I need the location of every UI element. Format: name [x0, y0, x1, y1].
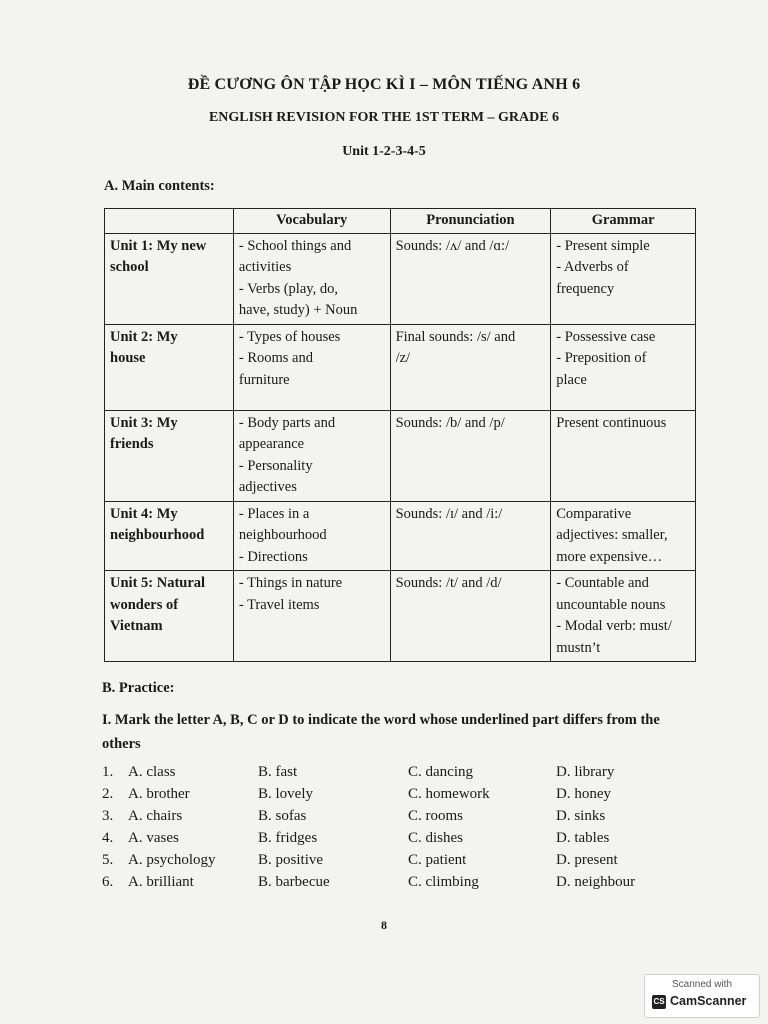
- grammar-cell: [551, 571, 696, 662]
- vocabulary-cell: [233, 571, 390, 662]
- table-row: [105, 324, 696, 410]
- pronunciation-cell: [390, 571, 551, 662]
- question-row: [102, 874, 662, 896]
- answer-option[interactable]: [258, 786, 313, 803]
- answer-option[interactable]: [408, 874, 479, 891]
- question-row: [102, 830, 662, 852]
- column-header-unit: [105, 209, 234, 234]
- option-word: chairs: [146, 808, 183, 824]
- option-word: patient: [425, 852, 467, 868]
- option-letter: C.: [408, 808, 422, 824]
- cell-line: furniture: [238, 371, 290, 388]
- cell-line: - Adverbs of: [556, 259, 629, 275]
- cell-line: house: [110, 350, 146, 366]
- column-header-grammar: Grammar: [551, 209, 696, 234]
- option-letter: A.: [128, 830, 143, 846]
- option-letter: C.: [408, 764, 422, 780]
- cell-line: Unit 3: My: [110, 414, 178, 431]
- cell-line: - Modal verb: must/: [556, 618, 672, 634]
- cell-line: Vietnam: [110, 618, 163, 634]
- answer-option[interactable]: [128, 786, 190, 803]
- option-word: positive: [275, 852, 324, 868]
- cell-line: - Verbs (play, do,: [238, 280, 338, 297]
- answer-option[interactable]: [556, 852, 618, 869]
- cell-line: neighbourhood: [238, 527, 327, 543]
- cell-line: wonders of: [110, 596, 179, 613]
- answer-option[interactable]: [556, 874, 635, 891]
- option-word: library: [574, 764, 615, 780]
- question-row: [102, 808, 662, 830]
- option-word: psychology: [146, 852, 216, 868]
- question-list: [102, 764, 662, 896]
- option-letter: A.: [128, 808, 143, 824]
- cell-line: Sounds: /ɪ/ and /i:/: [395, 505, 503, 522]
- answer-option[interactable]: [556, 786, 611, 803]
- cell-line: Sounds: /t/ and /d/: [395, 575, 502, 591]
- option-letter: B.: [258, 808, 272, 824]
- pronunciation-cell: [390, 501, 551, 571]
- answer-option[interactable]: [408, 830, 463, 847]
- answer-option[interactable]: [408, 852, 466, 869]
- cell-line: place: [556, 371, 587, 388]
- answer-option[interactable]: [258, 874, 330, 891]
- vocabulary-cell: [233, 324, 390, 410]
- question-row: [102, 764, 662, 786]
- answer-option[interactable]: [128, 830, 179, 847]
- pronunciation-cell: [390, 233, 551, 324]
- cell-line: - Present simple: [556, 237, 650, 254]
- cell-line: - Places in a: [238, 505, 310, 522]
- answer-option[interactable]: [128, 852, 216, 869]
- question-number: 1.: [102, 764, 114, 780]
- grammar-cell: [551, 324, 696, 410]
- cell-line: mustn’t: [556, 639, 601, 656]
- answer-option[interactable]: [258, 808, 306, 825]
- answer-option[interactable]: [128, 874, 194, 891]
- unit-cell: [105, 233, 234, 324]
- cell-line: uncountable nouns: [556, 596, 666, 613]
- option-word: homework: [425, 786, 490, 802]
- question-row: [102, 786, 662, 808]
- cell-line: - Rooms and: [238, 350, 313, 366]
- table-row: [105, 501, 696, 571]
- option-word: neighbour: [574, 874, 636, 890]
- table-header-row: [105, 209, 696, 234]
- pronunciation-cell: [390, 410, 551, 501]
- option-letter: B.: [258, 786, 272, 802]
- question-number: 2.: [102, 786, 114, 802]
- option-letter: A.: [128, 874, 143, 890]
- grammar-cell: [551, 410, 696, 501]
- unit-cell: [105, 324, 234, 410]
- option-letter: C.: [408, 830, 422, 846]
- cell-line: Present continuous: [556, 414, 667, 431]
- answer-option[interactable]: [556, 830, 609, 847]
- grammar-cell: [551, 233, 696, 324]
- scanner-name: CamScanner: [670, 994, 747, 1008]
- unit-cell: [105, 501, 234, 571]
- option-letter: B.: [258, 830, 272, 846]
- cell-line: - Things in nature: [238, 575, 343, 591]
- cell-line: Comparative: [556, 505, 632, 522]
- section-b-heading: B. Practice:: [102, 680, 175, 696]
- title-vietnamese: ĐỀ CƯƠNG ÔN TẬP HỌC KÌ I – MÔN TIẾNG ANH 6: [187, 76, 581, 93]
- vocabulary-cell: [233, 501, 390, 571]
- answer-option[interactable]: [408, 786, 490, 803]
- option-letter: A.: [128, 852, 143, 868]
- answer-option[interactable]: [258, 764, 297, 781]
- cell-line: Unit 5: Natural: [110, 575, 206, 591]
- answer-option[interactable]: [128, 808, 182, 825]
- cell-line: - Directions: [238, 548, 308, 565]
- option-word: brother: [146, 786, 190, 802]
- cell-line: adjectives: [238, 479, 297, 495]
- question-number: 3.: [102, 808, 114, 824]
- table-row: [105, 571, 696, 662]
- cell-line: more expensive…: [556, 548, 663, 565]
- option-word: honey: [574, 786, 612, 802]
- column-header-pronunciation: Pronunciation: [390, 209, 551, 234]
- option-word: sofas: [275, 808, 307, 824]
- cell-line: school: [110, 259, 149, 275]
- cell-line: - Personality: [238, 457, 313, 474]
- cell-line: - Possessive case: [556, 328, 656, 345]
- cell-line: Sounds: /ʌ/ and /ɑ:/: [395, 237, 510, 254]
- cell-line: - Types of houses: [238, 328, 341, 345]
- question-number: 4.: [102, 830, 114, 846]
- option-letter: D.: [556, 808, 571, 824]
- option-word: present: [574, 852, 618, 868]
- cell-line: Unit 2: My: [110, 328, 178, 345]
- vocabulary-cell: [233, 410, 390, 501]
- vocabulary-cell: [233, 233, 390, 324]
- question-number: 6.: [102, 874, 114, 890]
- option-word: climbing: [425, 874, 479, 890]
- answer-option[interactable]: [408, 764, 473, 781]
- answer-option[interactable]: [408, 808, 463, 825]
- cell-line: have, study) + Noun: [238, 302, 358, 318]
- cell-line: - Body parts and: [238, 414, 336, 431]
- cell-line: - School things and: [238, 237, 352, 254]
- answer-option[interactable]: [128, 764, 176, 781]
- cell-line: /z/: [395, 350, 411, 366]
- option-letter: D.: [556, 830, 571, 846]
- table-row: [105, 410, 696, 501]
- camscanner-logo-icon: CS: [652, 995, 666, 1009]
- option-letter: D.: [556, 852, 571, 868]
- option-letter: A.: [128, 764, 143, 780]
- option-word: brilliant: [146, 874, 194, 890]
- question-row: [102, 852, 662, 874]
- option-word: vases: [146, 830, 179, 846]
- cell-line: Unit 4: My: [110, 505, 178, 522]
- option-letter: C.: [408, 852, 422, 868]
- option-letter: D.: [556, 786, 571, 802]
- cell-line: - Countable and: [556, 575, 649, 591]
- option-word: class: [146, 764, 176, 780]
- page-number: 8: [381, 918, 387, 932]
- column-header-vocabulary: Vocabulary: [233, 209, 390, 234]
- cell-line: - Preposition of: [556, 350, 647, 366]
- unit-cell: [105, 571, 234, 662]
- option-letter: A.: [128, 786, 143, 802]
- option-word: fast: [275, 764, 298, 780]
- cell-line: neighbourhood: [110, 527, 205, 543]
- main-contents-table: [104, 208, 696, 662]
- option-word: sinks: [574, 808, 606, 824]
- option-word: barbecue: [275, 874, 330, 890]
- cell-line: Unit 1: My new: [110, 237, 207, 254]
- option-letter: C.: [408, 874, 422, 890]
- cell-line: appearance: [238, 436, 305, 452]
- title-english: ENGLISH REVISION FOR THE 1ST TERM – GRADE 6: [208, 110, 560, 125]
- unit-range: Unit 1-2-3-4-5: [342, 144, 426, 159]
- cell-line: adjectives: smaller,: [556, 527, 668, 543]
- cell-line: activities: [238, 259, 292, 275]
- scanner-label: Scanned with: [671, 979, 733, 990]
- option-letter: B.: [258, 764, 272, 780]
- option-word: fridges: [275, 830, 318, 846]
- option-letter: B.: [258, 852, 272, 868]
- option-word: dancing: [425, 764, 473, 780]
- cell-line: frequency: [556, 280, 615, 297]
- scanner-watermark: [644, 974, 760, 1018]
- option-letter: C.: [408, 786, 422, 802]
- option-word: lovely: [275, 786, 314, 802]
- section-a-heading: A. Main contents:: [104, 178, 215, 194]
- cell-line: friends: [110, 436, 154, 452]
- option-word: rooms: [425, 808, 464, 824]
- option-word: dishes: [425, 830, 464, 846]
- cell-line: Sounds: /b/ and /p/: [395, 414, 505, 431]
- cell-line: - Travel items: [238, 596, 320, 613]
- cell-line: Final sounds: /s/ and: [395, 328, 516, 345]
- pronunciation-cell: [390, 324, 551, 410]
- answer-option[interactable]: [258, 852, 323, 869]
- answer-option[interactable]: [258, 830, 317, 847]
- option-letter: D.: [556, 874, 571, 890]
- option-letter: B.: [258, 874, 272, 890]
- grammar-cell: [551, 501, 696, 571]
- answer-option[interactable]: [556, 764, 614, 781]
- answer-option[interactable]: [556, 808, 605, 825]
- option-word: tables: [574, 830, 610, 846]
- table-row: [105, 233, 696, 324]
- question-number: 5.: [102, 852, 114, 868]
- unit-cell: [105, 410, 234, 501]
- exercise-instruction: I. Mark the letter A, B, C or D to indicate the word whose underlined part differs from the others: [102, 712, 660, 752]
- option-letter: D.: [556, 764, 571, 780]
